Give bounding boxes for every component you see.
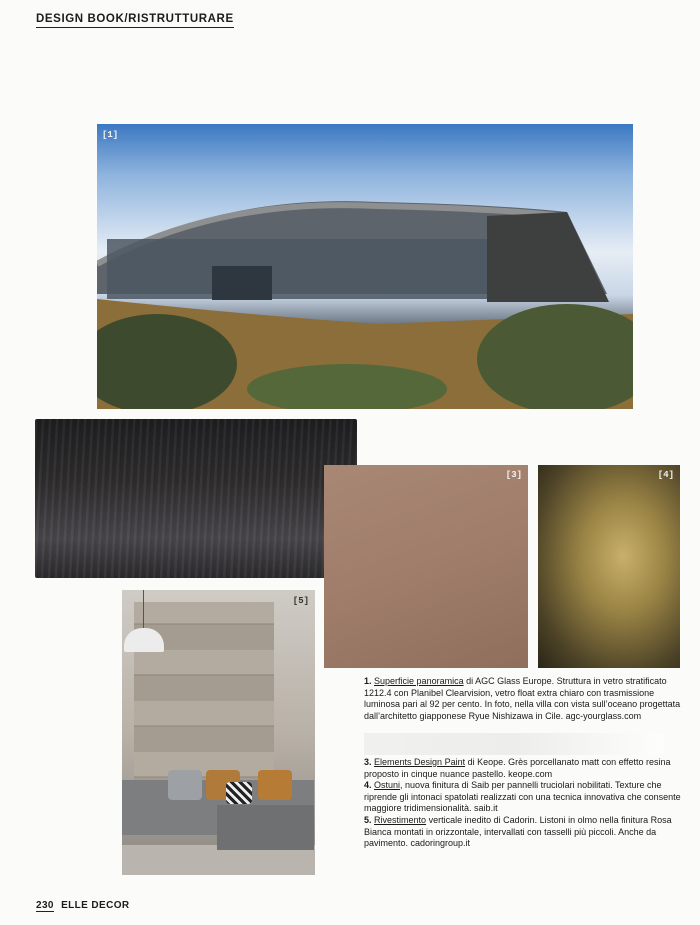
villa-photo xyxy=(97,124,633,409)
photo-tag: [3] xyxy=(505,470,522,480)
product-name: Superficie panoramica xyxy=(374,676,464,686)
page-number: 230 xyxy=(36,900,54,911)
section-header: DESIGN BOOK/RISTRUTTURARE xyxy=(36,13,234,28)
sofa-chaise xyxy=(217,805,314,850)
villa-illustration xyxy=(97,124,633,409)
caption-1 xyxy=(364,676,684,723)
photo-tag: [5] xyxy=(292,596,309,606)
cushion xyxy=(258,770,292,800)
caption-text: di Keope. Grès porcellanato matt con effetto resina proposto in cinque nuance pastello. keope.com xyxy=(364,757,671,779)
magazine-name: ELLE DECOR xyxy=(61,900,130,911)
caption-number: 3. xyxy=(364,757,372,767)
caption-5 xyxy=(364,815,684,850)
product-name: Elements Design Paint xyxy=(374,757,466,767)
cushion xyxy=(168,770,202,800)
product-name: Ostuni xyxy=(374,780,401,790)
caption-3 xyxy=(364,757,684,780)
caption-number: 1. xyxy=(364,676,372,686)
print-smudge xyxy=(364,733,664,755)
pendant-lamp-icon xyxy=(124,628,164,652)
interior-photo xyxy=(122,590,315,875)
caption-text: , nuova finitura di Saib per pannelli truciolari nobilitati. Texture che riprende gli intonaci spatolati realizzati con una tecnica innovativa che consente maggiore tridimensionalità. saib.it xyxy=(364,780,681,814)
caption-text: verticale inedito di Cadorin. Listoni in olmo nella finitura Rosa Bianca montati in orizzontale, intervallati con tasselli più piccoli. Anche da pavimento. cadoringroup.it xyxy=(364,815,672,849)
photo-tag: [1] xyxy=(102,130,119,140)
lamp-cord xyxy=(143,590,144,628)
photo-tag: [4] xyxy=(657,470,674,480)
ostuni-panel-sample xyxy=(538,465,680,668)
wood-grain-texture xyxy=(35,419,357,578)
caption-number: 5. xyxy=(364,815,372,825)
caption-number: 4. xyxy=(364,780,372,790)
caption-4 xyxy=(364,780,684,815)
porcelain-tile-sample xyxy=(324,465,528,668)
product-name: Rivestimento xyxy=(374,815,427,825)
page-footer xyxy=(36,900,130,911)
dark-wood-sample xyxy=(35,419,357,578)
cushion-patterned xyxy=(226,782,252,804)
caption-text: di AGC Glass Europe. Struttura in vetro stratificato 1212.4 con Planibel Clearvision, vetro float extra chiaro con trasmissione luminosa pari al 92 per cento. In foto, nella villa con vista sull’oceano progettata dall’architetto giapponese Ryue Nishizawa in Cile. agc-yourglass.com xyxy=(364,676,681,722)
